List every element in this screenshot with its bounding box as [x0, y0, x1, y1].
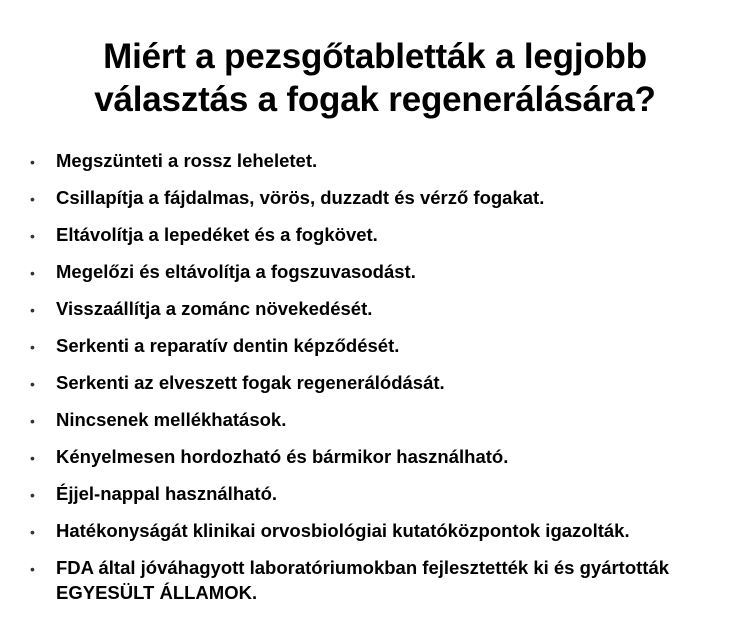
list-item: [22, 371, 740, 397]
page-title-line-1: Miért a pezsgőtabletták a legjobb: [103, 37, 647, 76]
list-item-label: Serkenti az elveszett fogak regenerálódását.: [56, 372, 445, 394]
list-item: [22, 260, 740, 286]
list-item-label: Megszünteti a rossz leheletet.: [56, 150, 318, 172]
bullet-dot-icon: •: [30, 561, 35, 578]
list-item-label: Eltávolítja a lepedéket és a fogkövet.: [56, 224, 378, 246]
bullet-dot-icon: •: [30, 413, 35, 430]
benefits-list: [0, 149, 750, 605]
list-item-label: Nincsenek mellékhatások.: [56, 409, 287, 431]
list-item-label: Visszaállítja a zománc növekedését.: [56, 298, 373, 320]
bullet-dot-icon: •: [30, 524, 35, 541]
list-item-label: Éjjel-nappal használható.: [56, 483, 278, 505]
list-item: [22, 482, 740, 508]
list-item: [22, 186, 740, 212]
bullet-dot-icon: •: [30, 487, 35, 504]
list-item: [22, 556, 740, 605]
bullet-dot-icon: •: [30, 191, 35, 208]
list-item-label: Serkenti a reparatív dentin képződését.: [56, 335, 400, 357]
page-title: [0, 0, 750, 131]
bullet-dot-icon: •: [30, 154, 35, 171]
list-item: [22, 149, 740, 175]
list-item: [22, 445, 740, 471]
page-title-line-2: választás a fogak regenerálására?: [94, 79, 656, 119]
list-item-label: Hatékonyságát klinikai orvosbiológiai kutatóközpontok igazolták.: [56, 520, 630, 542]
list-item: [22, 297, 740, 323]
bullet-dot-icon: •: [30, 302, 35, 319]
bullet-dot-icon: •: [30, 265, 35, 282]
bullet-dot-icon: •: [30, 376, 35, 393]
list-item-label: FDA által jóváhagyott laboratóriumokban fejlesztették ki és gyártották EGYESÜLT ÁLLAMOK.: [56, 557, 670, 603]
list-item: [22, 334, 740, 360]
bullet-dot-icon: •: [30, 450, 35, 467]
list-item-label: Megelőzi és eltávolítja a fogszuvasodást.: [56, 261, 416, 283]
bullet-dot-icon: •: [30, 228, 35, 245]
list-item: [22, 519, 740, 545]
list-item-label: Csillapítja a fájdalmas, vörös, duzzadt és vérző fogakat.: [56, 187, 545, 209]
list-item-label: Kényelmesen hordozható és bármikor használható.: [56, 446, 509, 468]
list-item: [22, 408, 740, 434]
bullet-dot-icon: •: [30, 339, 35, 356]
list-item: [22, 223, 740, 249]
